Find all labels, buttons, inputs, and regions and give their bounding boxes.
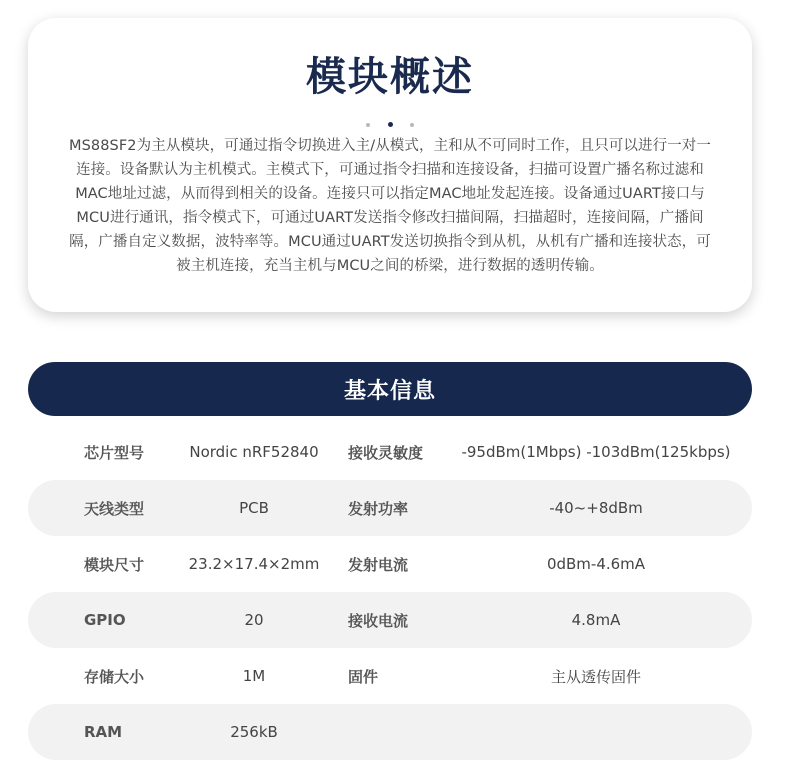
table-row	[28, 480, 752, 536]
dot-icon[interactable]	[410, 123, 414, 127]
spec-value: 0dBm-4.6mA	[546, 555, 646, 573]
spec-value: 1M	[242, 667, 266, 685]
dot-active-icon[interactable]	[388, 122, 393, 127]
spec-label: 存储大小	[84, 667, 145, 686]
spec-label: 天线类型	[84, 499, 145, 518]
spec-label: 模块尺寸	[84, 555, 145, 574]
overview-description: MS88SF2为主从模块，可通过指令切换进入主/从模式，主和从不可同时工作，且只可以进行一对一连接。设备默认为主机模式。主模式下，可通过指令扫描和连接设备，扫描可设置广播名称过滤和MAC地址过滤，从而得到相关的设备。连接只可以指定MAC地址发起连接。设备通过UART接口与MCU进行通讯，指令模式下，可通过UART发送指令修改扫描间隔，扫描超时，连接间隔，广播间隔，广播自定义数据，波特率等。MCU通过UART发送切换指令到从机，从机有广播和连接状态，可被主机连接，充当主机与MCU之间的桥梁，进行数据的透明传输。	[68, 138, 712, 274]
spec-value: -40~+8dBm	[549, 499, 643, 517]
table-row	[28, 592, 752, 648]
table-row	[28, 424, 752, 480]
info-table	[28, 424, 752, 760]
spec-label: 接收灵敏度	[348, 443, 424, 462]
spec-value: PCB	[239, 499, 269, 517]
overview-card	[28, 18, 752, 312]
info-title: 基本信息	[343, 378, 436, 404]
dot-icon[interactable]	[366, 123, 370, 127]
table-row	[28, 536, 752, 592]
spec-value: 256kB	[230, 723, 278, 741]
spec-label: GPIO	[84, 611, 126, 629]
table-row	[28, 648, 752, 704]
spec-label: RAM	[84, 723, 123, 741]
carousel-dots	[66, 114, 714, 122]
spec-value: -95dBm(1Mbps) -103dBm(125kbps)	[461, 443, 731, 461]
spec-value: 23.2×17.4×2mm	[188, 555, 320, 573]
spec-label: 接收电流	[348, 611, 409, 630]
spec-value: Nordic nRF52840	[189, 443, 319, 461]
spec-value: 主从透传固件	[550, 667, 641, 686]
spec-label: 固件	[348, 667, 379, 686]
spec-label: 芯片型号	[84, 443, 145, 462]
spec-label: 发射功率	[348, 499, 409, 518]
info-header	[28, 362, 752, 416]
overview-title: 模块概述	[306, 54, 474, 100]
spec-value: 20	[244, 611, 264, 629]
spec-value: 4.8mA	[571, 611, 621, 629]
spec-label: 发射电流	[348, 555, 409, 574]
table-row	[28, 704, 752, 760]
